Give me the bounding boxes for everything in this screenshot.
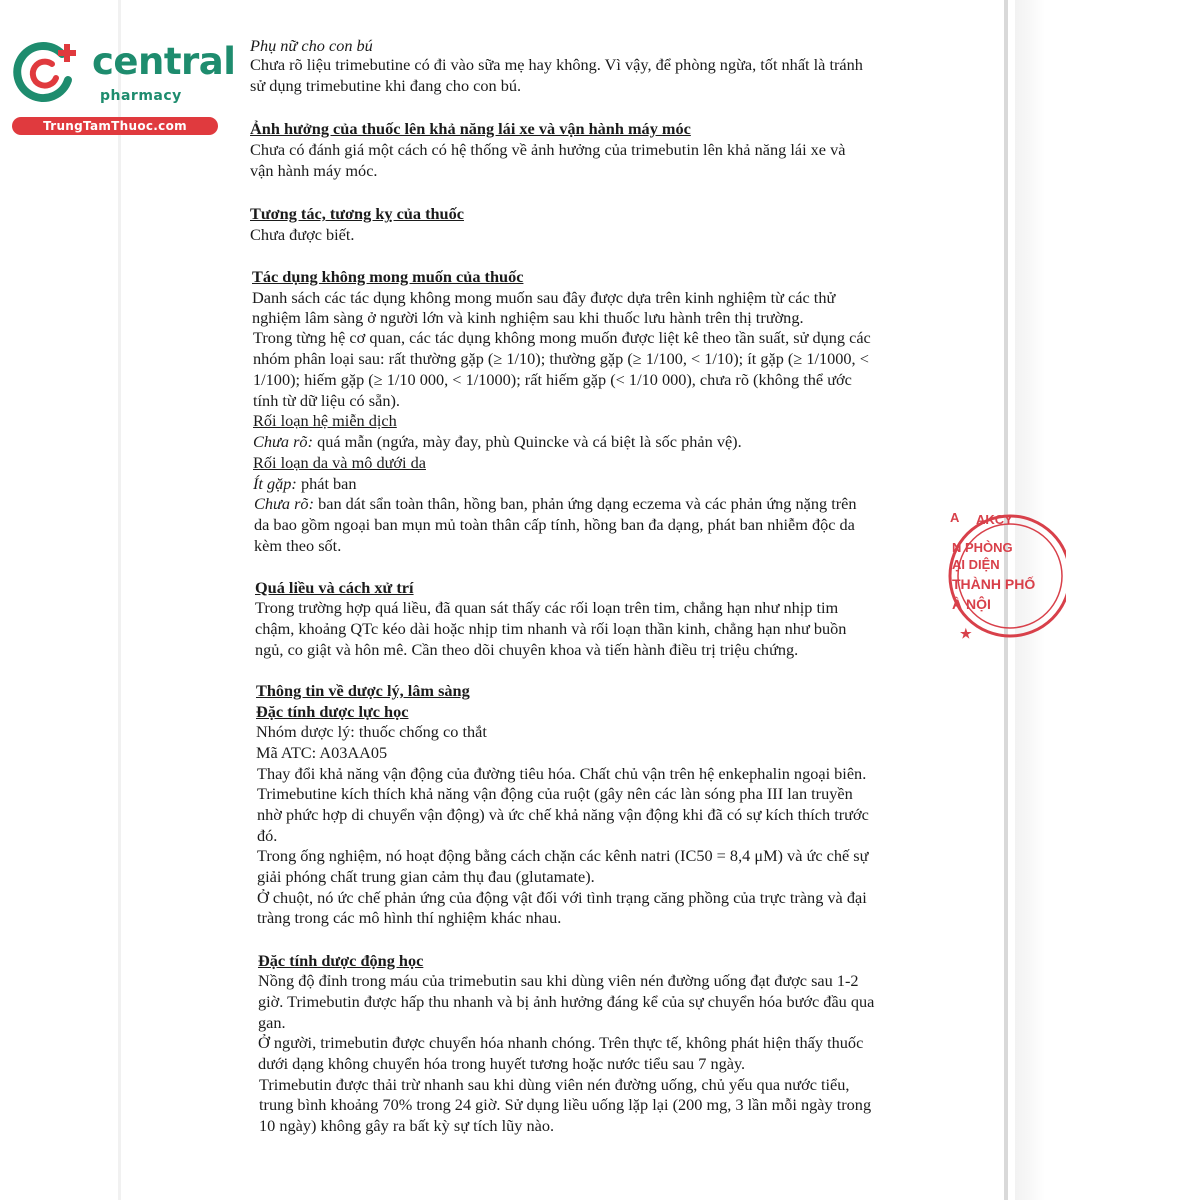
logo-url-badge: TrungTamThuoc.com [12,117,218,135]
paragraph-line: Chưa có đánh giá một cách có hệ thống về ảnh hưởng của trimebutin lên khả năng lái xe và [250,140,846,159]
frequency-text: ban dát sẩn toàn thân, hồng ban, phản ứng dạng eczema và các phản ứng nặng trên [318,494,857,513]
paragraph-line: Mã ATC: A03AA05 [256,743,388,762]
frequency-text: phát ban [300,474,357,493]
paragraph-line: đó. [257,826,278,845]
section-subheading: Phụ nữ cho con bú [250,36,373,55]
stamp-text: À NỘI [952,596,991,612]
paragraph-line: Ở người, trimebutin được chuyển hóa nhanh chóng. Trên thực tế, không phát hiện thấy thuốc [258,1033,864,1052]
central-pharmacy-logo [10,36,236,136]
paragraph-line: tính từ dữ liệu có sẵn). [253,391,400,410]
section-heading: Thông tin về dược lý, lâm sàng [256,681,470,700]
stamp-text: AKCY [976,512,1013,527]
paragraph-line: giải phóng chất trung gian cảm thụ đau (glutamate). [257,867,595,886]
pharmacy-logo-icon [10,38,80,108]
paragraph-line: giờ. Trimebutin được hấp thu nhanh và bị ảnh hưởng đáng kể của sự chuyển hóa bước đầu qua [258,992,875,1011]
paragraph-line: Trimebutine kích thích khả năng vận động của ruột (gây nên các làn sóng pha III lan truyền [257,784,853,803]
paragraph-line: tràng trong các mô hình thí nghiệm khác nhau. [257,908,562,927]
paragraph-line: Chưa được biết. [250,225,355,244]
paragraph-line: da bao gồm ngoại ban mụn mủ toàn thân cấp tính, hồng ban đa dạng, phát ban nhiễm độc da [254,515,855,534]
paragraph-line: sử dụng trimebutine khi đang cho con bú. [250,76,522,95]
subsection-heading: Rối loạn da và mô dưới da [253,453,426,472]
section-heading: Tương tác, tương kỵ của thuốc [250,204,464,223]
paragraph-line: trung bình khoảng 70% trong 24 giờ. Sử dụng liều uống lặp lại (200 mg, 3 lần mỗi ngày trong [259,1095,872,1114]
frequency-label: Ít gặp: [253,474,297,493]
paragraph-line: Trong ống nghiệm, nó hoạt động bằng cách chặn các kênh natri (IC50 = 8,4 μM) và ức chế sự [257,846,869,865]
section-heading: Quá liều và cách xử trí [255,578,414,597]
paragraph-line: nhờ phức hợp di chuyển vận động) và ức chế khả năng vận động khi đã có sự kích thích trước [257,805,869,824]
paragraph-line: vận hành máy móc. [250,161,378,180]
section-heading: Đặc tính dược lực học [256,702,409,721]
paragraph-line [254,494,857,514]
frequency-label: Chưa rõ: [253,432,313,451]
paragraph-line [253,474,357,494]
paragraph-line: nhóm phân loại sau: rất thường gặp (≥ 1/10); thường gặp (≥ 1/100, < 1/10); ít gặp (≥ 1/1000, < [253,349,869,368]
logo-subtitle: pharmacy [100,88,182,104]
paragraph-line: 1/100); hiếm gặp (≥ 1/10 000, < 1/1000); rất hiếm gặp (< 1/10 000), chưa rõ (không thể ước [253,370,852,389]
paragraph-line: Trong từng hệ cơ quan, các tác dụng không mong muốn được liệt kê theo tần suất, sử dụng các [253,328,871,347]
paragraph-line: 10 ngày) không gây ra bất kỳ sự tích lũy nào. [259,1116,555,1135]
stamp-text: ẠI DIỆN [952,557,1000,572]
paragraph-line: chậm, khoảng QTc kéo dài hoặc nhịp tim nhanh và rối loạn thần kinh, chẳng hạn như buồn [255,619,847,638]
paragraph-line: dưới dạng không chuyển hóa trong huyết tương hoặc nước tiểu sau 7 ngày. [258,1054,746,1073]
section-heading: Tác dụng không mong muốn của thuốc [252,267,524,286]
frequency-text: quá mẫn (ngứa, mày đay, phù Quincke và cá biệt là sốc phản vệ). [317,432,742,451]
stamp-star-icon: ★ [960,626,972,641]
paragraph-line: kèm theo sốt. [254,536,342,555]
paragraph-line [253,432,742,452]
paragraph-line: ngủ, co giật và hôn mê. Cần theo dõi chuyên khoa và tiến hành điều trị triệu chứng. [255,640,799,659]
paragraph-line: Ở chuột, nó ức chế phản ứng của động vật đối với tình trạng căng phồng của trực tràng và đại [257,888,867,907]
section-heading: Ảnh hưởng của thuốc lên khả năng lái xe và vận hành máy móc [250,119,691,138]
logo-brand-text: central [92,40,236,83]
subsection-heading: Rối loạn hệ miễn dịch [253,411,397,430]
frequency-label: Chưa rõ: [254,494,314,513]
official-stamp [946,488,1066,658]
section-heading: Đặc tính dược động học [258,951,424,970]
stamp-text: THÀNH PHỐ [952,576,1036,592]
stamp-text: A [950,510,960,525]
paragraph-line: Trimebutin được thải trừ nhanh sau khi dùng viên nén đường uống, chủ yếu qua nước tiểu, [259,1075,850,1094]
paragraph-line: Danh sách các tác dụng không mong muốn sau đây được dựa trên kinh nghiệm từ các thử [252,288,836,307]
stamp-text: N PHÒNG [952,540,1013,555]
paragraph-line: nghiệm lâm sàng ở người lớn và kinh nghiệm sau khi thuốc lưu hành trên thị trường. [252,308,804,327]
paragraph-line: Nhóm dược lý: thuốc chống co thắt [256,722,487,741]
paragraph-line: Trong trường hợp quá liều, đã quan sát thấy các rối loạn trên tim, chẳng hạn như nhịp tim [255,598,839,617]
paragraph-line: Chưa rõ liệu trimebutine có đi vào sữa mẹ hay không. Vì vậy, để phòng ngừa, tốt nhất là tránh [250,55,863,74]
page-left-edge [118,0,121,1200]
paragraph-line: gan. [258,1013,286,1032]
paragraph-line: Thay đổi khả năng vận động của đường tiêu hóa. Chất chủ vận trên hệ enkephalin ngoại biên. [257,764,867,783]
paragraph-line: Nồng độ đỉnh trong máu của trimebutin sau khi dùng viên nén đường uống đạt được sau 1-2 [258,971,859,990]
